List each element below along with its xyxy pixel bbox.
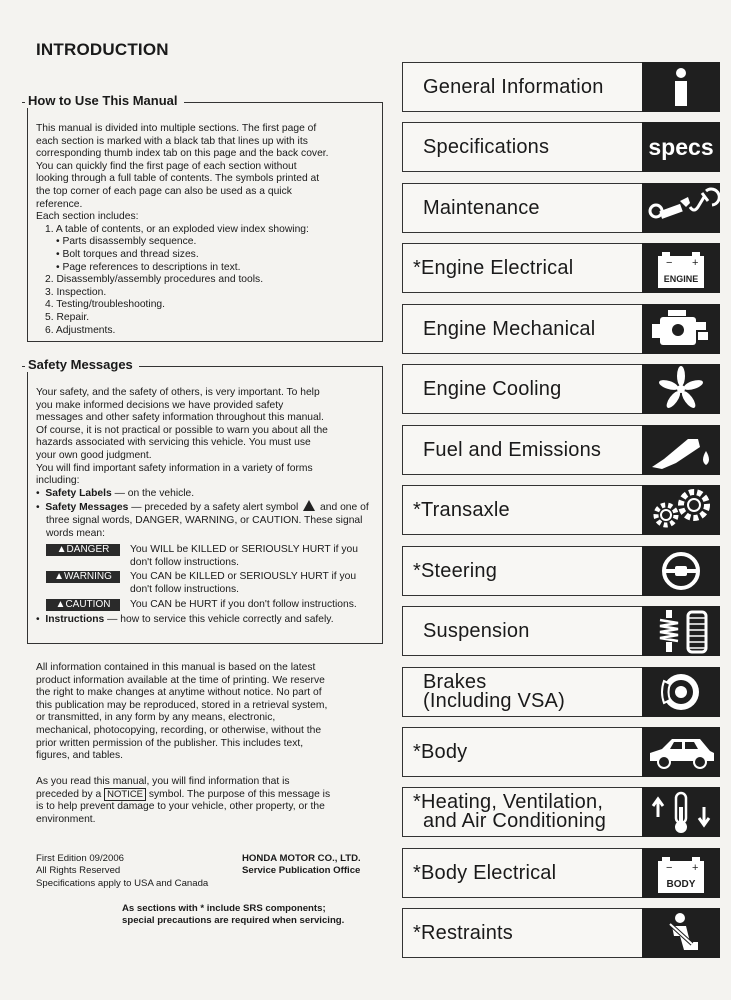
- tab-label: *Body: [413, 740, 468, 763]
- specs-icon-text: specs: [648, 134, 714, 160]
- signal-row: [46, 599, 374, 612]
- publisher-name: HONDA MOTOR CO., LTD.: [242, 853, 361, 864]
- intro-line: looking through a full table of contents. The symbols printed at: [36, 173, 320, 185]
- copyright-line: All information contained in this manual is based on the latest: [36, 662, 316, 673]
- safety-alert-icon: [303, 500, 315, 511]
- tab-label: *Body Electrical: [413, 861, 557, 884]
- signal-words-table: [46, 544, 374, 611]
- signal-desc: You CAN be KILLED or SERIOUSLY HURT if you don't follow instructions.: [130, 571, 357, 595]
- thermometer-icon: [642, 787, 720, 837]
- info-icon: [642, 62, 720, 112]
- copyright-paragraph: [36, 662, 366, 763]
- publication-office: Service Publication Office: [242, 865, 361, 877]
- bullet-instructions: • Instructions — how to service this vehicle correctly and safely.: [36, 614, 334, 626]
- steering-wheel-icon: [642, 546, 720, 596]
- tab-body[interactable]: [402, 727, 720, 777]
- publisher-info: [242, 853, 361, 878]
- tab-specifications[interactable]: [402, 122, 720, 172]
- tab-label: Maintenance: [423, 196, 540, 219]
- tab-suspension[interactable]: [402, 606, 720, 656]
- copyright-line: the right to make changes at anytime without notice. No part of: [36, 687, 322, 699]
- srs-note-line: special precautions are required when servicing.: [122, 915, 345, 927]
- tab-label: *Transaxle: [413, 498, 510, 521]
- intro-line: your own good judgment.: [36, 449, 152, 461]
- tab-label: *Steering: [413, 559, 498, 582]
- copyright-line: or transmitted, in any form by any means, electronic,: [36, 712, 276, 724]
- intro-line: you make informed decisions we have provided safety: [36, 399, 284, 411]
- warning-label: ▲WARNING: [46, 571, 120, 583]
- tab-label-multiline: [413, 788, 637, 836]
- intro-line: You can quickly find the first page of each section without: [36, 160, 297, 172]
- tab-label: *Engine Electrical: [413, 256, 574, 279]
- tab-heating-ventilation-ac[interactable]: [402, 787, 720, 837]
- instructions-desc: — how to service this vehicle correctly and safely.: [104, 614, 334, 626]
- copyright-line: prior written permission of the publisher. This includes text,: [36, 737, 304, 749]
- intro-line: the top corner of each page can also be used as a quick: [36, 185, 292, 197]
- tab-transaxle[interactable]: [402, 485, 720, 535]
- rights-text: All Rights Reserved: [36, 865, 121, 877]
- svg-text:−: −: [666, 257, 673, 269]
- notice-line: is to help prevent damage to your vehicle, other property, or the: [36, 801, 325, 813]
- fuel-nozzle-icon: [642, 425, 720, 475]
- intro-line: hazards associated with servicing this vehicle. You must use: [36, 437, 311, 449]
- copyright-line: mechanical, photocopying, recording, or otherwise, without the: [36, 724, 322, 736]
- safety-body: [36, 387, 374, 627]
- how-to-use-body: [36, 123, 374, 337]
- fan-icon: [642, 364, 720, 414]
- edition-info: [36, 853, 208, 890]
- tab-label: Engine Mechanical: [423, 317, 596, 340]
- how-to-use-heading: How to Use This Manual: [24, 93, 184, 108]
- sub-list-item: • Bolt torques and thread sizes.: [56, 248, 199, 260]
- copyright-line: figures, and tables.: [36, 750, 124, 762]
- list-item: 6. Adjustments.: [45, 324, 116, 336]
- caution-label: ▲CAUTION: [46, 599, 120, 611]
- shock-absorber-icon: [642, 606, 720, 656]
- tab-label: Fuel and Emissions: [423, 438, 602, 461]
- tab-maintenance[interactable]: [402, 183, 720, 233]
- intro-line: Each section includes:: [36, 211, 139, 223]
- tab-fuel-and-emissions[interactable]: [402, 425, 720, 475]
- safety-messages-box: [27, 357, 383, 644]
- copyright-line: product information available at the time of printing. We reserve: [36, 674, 325, 686]
- tab-label-line: and Air Conditioning: [423, 810, 607, 832]
- seatbelt-icon: [642, 908, 720, 958]
- notice-line: [36, 789, 366, 802]
- svg-text:+: +: [692, 257, 699, 269]
- signal-row: [46, 544, 374, 569]
- car-body-icon: [642, 727, 720, 777]
- danger-label: ▲DANGER: [46, 544, 120, 556]
- svg-text:+: +: [692, 862, 699, 874]
- how-to-use-box: [27, 93, 383, 342]
- notice-text-a: preceded by a: [36, 788, 105, 800]
- intro-line: This manual is divided into multiple sections. The first page of: [36, 123, 317, 134]
- tab-general-information[interactable]: [402, 62, 720, 112]
- specs-apply-text: Specifications apply to USA and Canada: [36, 877, 209, 889]
- engine-block-icon: [642, 304, 720, 354]
- svg-text:−: −: [666, 862, 673, 874]
- list-item: 2. Disassembly/assembly procedures and tools.: [45, 274, 264, 286]
- notice-line: environment.: [36, 813, 96, 825]
- intro-line: Your safety, and the safety of others, is very important. To help: [36, 387, 320, 398]
- intro-line: You will find important safety information in a variety of forms: [36, 462, 313, 474]
- page-title: INTRODUCTION: [36, 40, 169, 59]
- intro-line: including:: [36, 475, 80, 487]
- notice-paragraph: [36, 776, 366, 826]
- copyright-line: this publication may be reproduced, stored in a retrieval system,: [36, 699, 328, 711]
- safety-labels-desc: — on the vehicle.: [111, 487, 195, 499]
- srs-note: [122, 903, 344, 928]
- tab-engine-electrical[interactable]: [402, 243, 720, 293]
- gears-icon: [642, 485, 720, 535]
- tab-brakes[interactable]: [402, 667, 720, 717]
- body-icon-text: BODY: [666, 879, 696, 890]
- intro-line: corresponding thumb index tab on this page and the back cover.: [36, 148, 329, 160]
- instructions-term: Instructions: [45, 614, 105, 626]
- intro-line: each section is marked with a black tab that lines up with its: [36, 135, 308, 147]
- safety-messages-desc-b: and one of three signal words, DANGER, WARNING, or CAUTION. These signal words mean:: [46, 502, 369, 539]
- list-item: 4. Testing/troubleshooting.: [45, 299, 166, 311]
- battery-engine-icon: [642, 243, 720, 293]
- intro-line: messages and other safety information throughout this manual.: [36, 412, 324, 424]
- srs-note-line: As sections with * include SRS components;: [122, 903, 326, 914]
- safety-labels-term: Safety Labels: [45, 487, 112, 499]
- list-item: 3. Inspection.: [45, 286, 107, 298]
- tab-restraints[interactable]: [402, 908, 720, 958]
- engine-icon-text: ENGINE: [663, 274, 699, 284]
- tab-body-electrical[interactable]: [402, 848, 720, 898]
- signal-desc: You CAN be HURT if you don't follow instructions.: [130, 598, 357, 610]
- intro-line: reference.: [36, 198, 83, 210]
- tab-label: *Restraints: [413, 921, 514, 944]
- tab-steering[interactable]: [402, 546, 720, 596]
- tab-engine-mechanical[interactable]: [402, 304, 720, 354]
- intro-line: Of course, it is not practical or possible to warn you about all the: [36, 424, 328, 436]
- safety-heading: Safety Messages: [24, 357, 139, 372]
- list-item: 5. Repair.: [45, 311, 90, 323]
- safety-messages-term: Safety Messages: [45, 502, 129, 514]
- bullet-safety-labels: • Safety Labels — on the vehicle.: [36, 487, 195, 499]
- tab-label-line: (Including VSA): [423, 690, 565, 712]
- signal-desc: You WILL be KILLED or SERIOUSLY HURT if you don't follow instructions.: [130, 544, 358, 568]
- wrench-oil-icon: [642, 183, 720, 233]
- list-item: 1. A table of contents, or an exploded view index showing:: [45, 223, 309, 235]
- tab-label-line: Brakes: [423, 671, 487, 693]
- bullet-safety-messages: • Safety Messages — preceded by a safety alert symbol and one of three signal words, DANGER, WARNING, or CAUTION. These signal words mean:: [36, 502, 369, 539]
- tab-label-line: *Heating, Ventilation,: [413, 791, 604, 813]
- safety-messages-desc-a: — preceded by a safety alert symbol: [128, 502, 302, 514]
- notice-text-b: symbol. The purpose of this message is: [146, 788, 331, 800]
- battery-body-icon: [642, 848, 720, 898]
- notice-line: As you read this manual, you will find information that is: [36, 776, 290, 787]
- tab-label: Suspension: [423, 619, 530, 642]
- tab-label: Specifications: [423, 135, 550, 158]
- tab-engine-cooling[interactable]: [402, 364, 720, 414]
- specs-icon: [642, 122, 720, 172]
- sub-list-item: • Page references to descriptions in text.: [56, 261, 241, 273]
- tab-label: General Information: [423, 75, 604, 98]
- signal-row: [46, 571, 374, 596]
- brake-disc-icon: [642, 667, 720, 717]
- tab-label-multiline: [423, 668, 637, 716]
- tab-label: Engine Cooling: [423, 377, 562, 400]
- notice-symbol: NOTICE: [104, 788, 146, 801]
- sub-list-item: • Parts disassembly sequence.: [56, 236, 197, 248]
- edition-text: First Edition 09/2006: [36, 853, 124, 864]
